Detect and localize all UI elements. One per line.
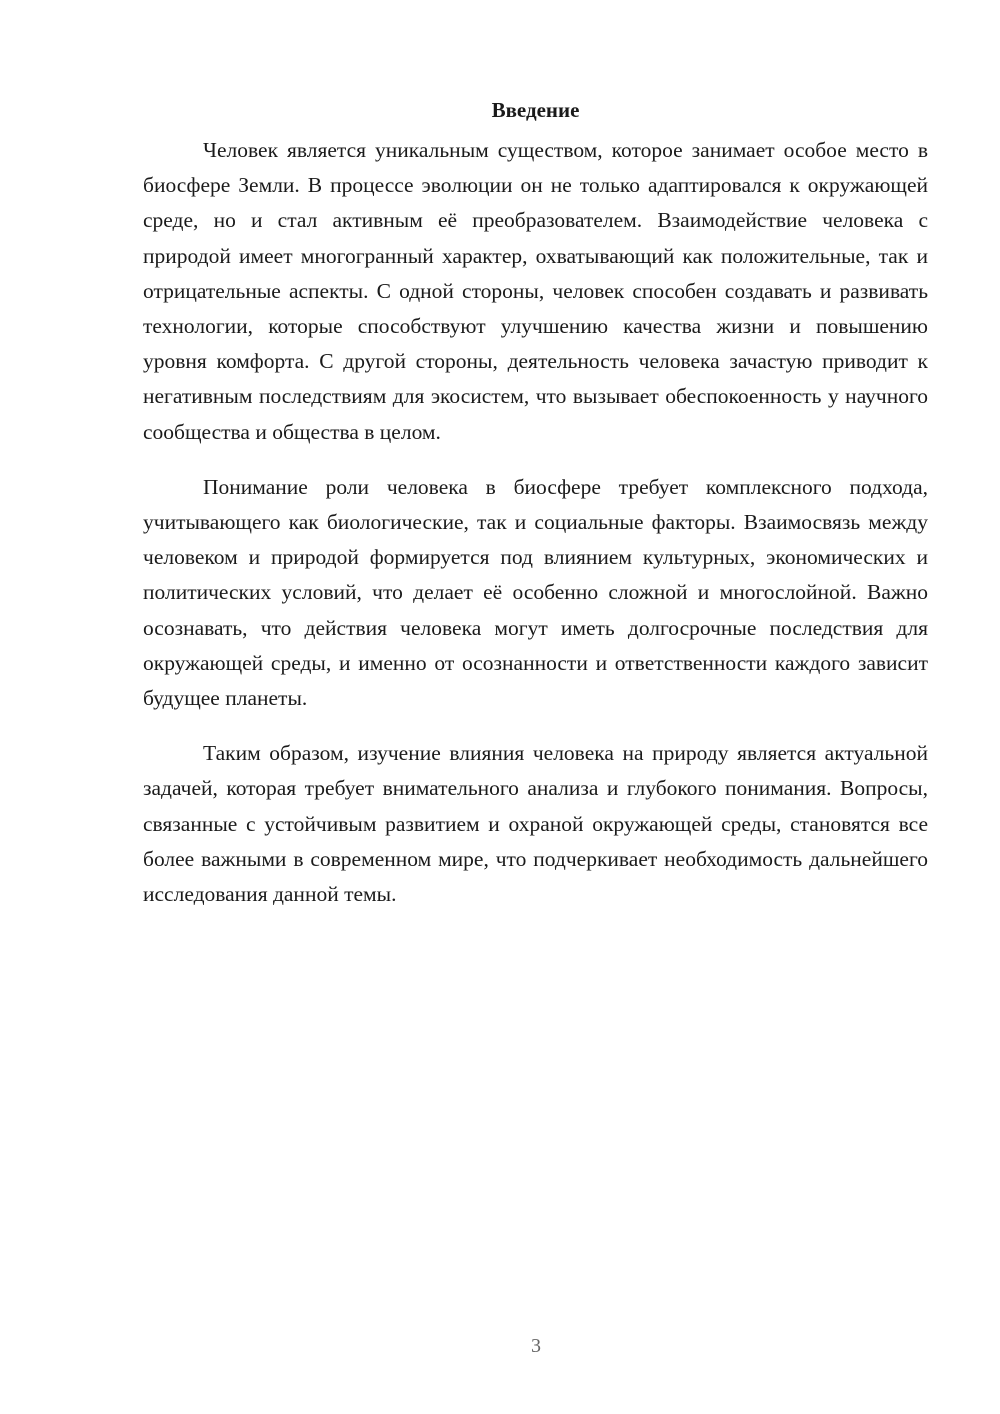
paragraph-1: Человек является уникальным существом, которое занимает особое место в биосфере Земли. В процессе эволюции он не только адаптировался к окружающей среде, но и стал активным её преобразователем. Взаимодействие человека с природой имеет многогранный характер, охватывающий как положительные, так и отрицательные аспекты. С одной стороны, человек способен создавать и развивать технологии, которые способствуют улучшению качества жизни и повышению уровня комфорта. С другой стороны, деятельность человека зачастую приводит к негативным последствиям для экосистем, что вызывает обеспокоенность у научного сообщества и общества в целом. (143, 138, 928, 444)
paragraph-2: Понимание роли человека в биосфере требует комплексного подхода, учитывающего как биологические, так и социальные факторы. Взаимосвязь между человеком и природой формируется под влиянием культурных, экономических и политических условий, что делает её особенно сложной и многослойной. Важно осознавать, что действия человека могут иметь долгосрочные последствия для окружающей среды, и именно от осознанности и ответственности каждого зависит будущее планеты. (143, 474, 928, 711)
section-title: Введение (491, 98, 580, 122)
document-body (143, 96, 928, 912)
page-number: 3 (531, 1335, 541, 1357)
paragraph-3: Таким образом, изучение влияния человека на природу является актуальной задачей, которая требует внимательного анализа и глубокого понимания. Вопросы, связанные с устойчивым развитием и охраной окружающей среды, становятся все более важными в современном мире, что подчеркивает необходимость дальнейшего исследования данной темы. (143, 741, 928, 907)
